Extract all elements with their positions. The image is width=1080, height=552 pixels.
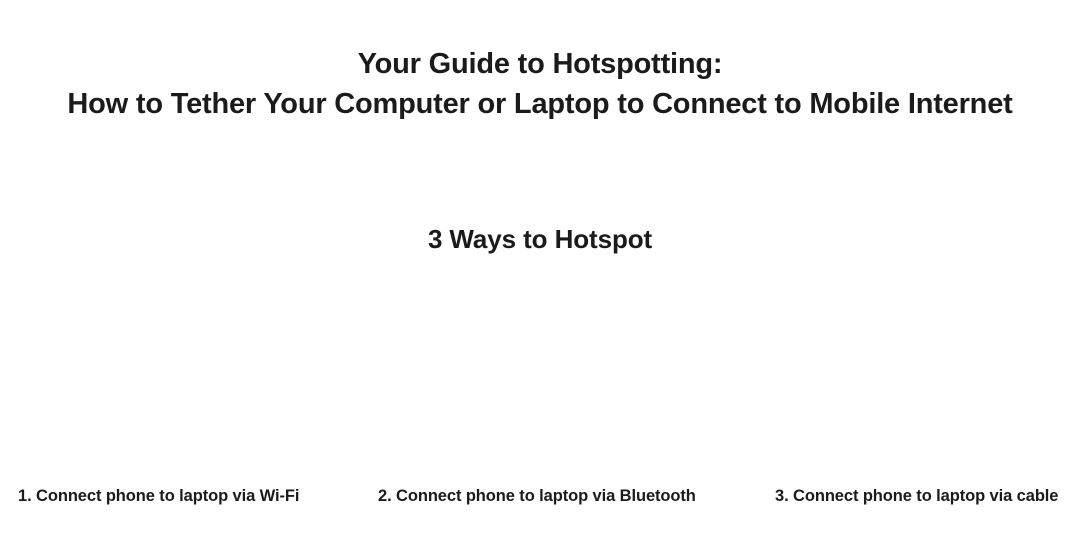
illustration-area (0, 290, 1080, 475)
caption-row (0, 487, 1080, 517)
page-title (0, 44, 1080, 124)
title-line-primary: Your Guide to Hotspotting: (357, 48, 723, 80)
section-heading: 3 Ways to Hotspot (427, 224, 653, 254)
caption-item-bluetooth: 2. Connect phone to laptop via Bluetooth (378, 487, 696, 505)
title-line-secondary: How to Tether Your Computer or Laptop to Connect to Mobile Internet (67, 88, 1013, 120)
caption-item-cable: 3. Connect phone to laptop via cable (775, 487, 1059, 505)
caption-item-wifi: 1. Connect phone to laptop via Wi-Fi (18, 487, 300, 505)
